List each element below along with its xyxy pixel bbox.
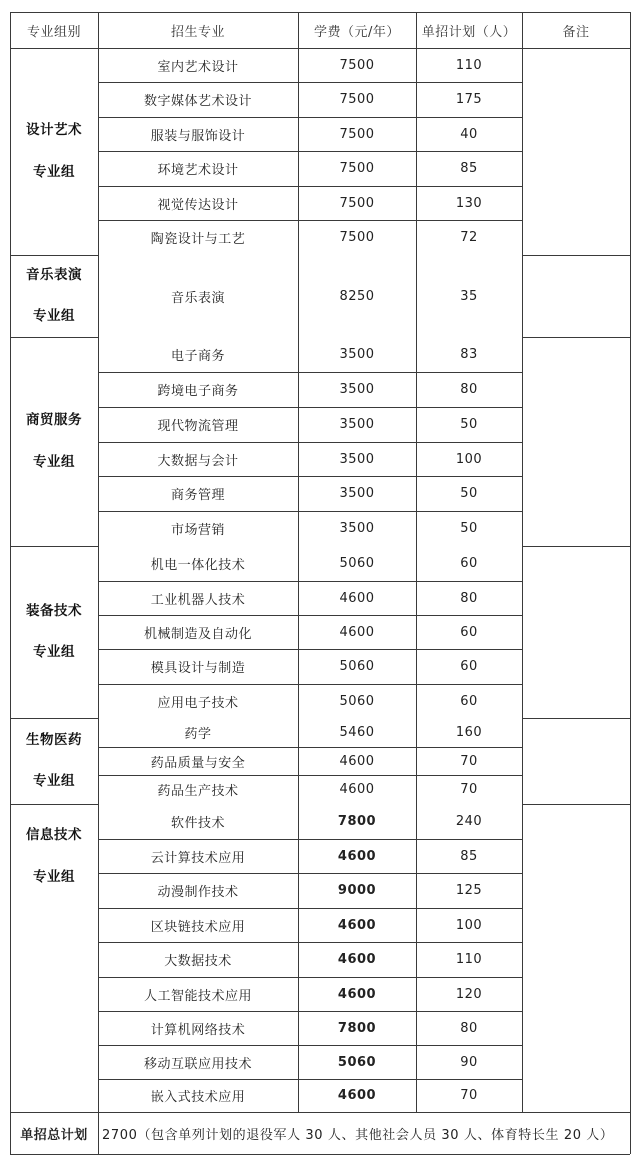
table-border-bottom	[10, 1154, 630, 1155]
plan-cell: 60	[460, 556, 478, 571]
col-divider-plan	[522, 12, 523, 1112]
group-label-line2: 专业组	[33, 453, 75, 470]
plan-cell: 175	[455, 92, 483, 107]
table-border-right	[630, 12, 631, 1112]
major-cell: 机械制造及自动化	[143, 626, 252, 642]
major-cell: 云计算技术应用	[150, 850, 246, 866]
major-cell: 药学	[184, 727, 212, 742]
plan-cell: 110	[455, 57, 483, 73]
major-cell: 现代物流管理	[157, 419, 239, 434]
fee-cell: 5060	[339, 659, 375, 674]
major-cell: 工业机器人技术	[150, 592, 246, 608]
plan-cell: 60	[460, 624, 478, 640]
fee-cell: 4600	[337, 986, 377, 1002]
plan-cell: 83	[460, 347, 478, 362]
major-cell: 模具设计与制造	[150, 661, 246, 676]
header-plan: 单招计划（人）	[421, 24, 517, 40]
group-label-line2: 专业组	[33, 644, 75, 660]
major-cell: 计算机网络技术	[150, 1022, 246, 1038]
group-label-line1: 音乐表演	[26, 266, 82, 283]
fee-cell: 5060	[339, 693, 375, 709]
plan-cell: 125	[455, 883, 483, 898]
plan-cell: 70	[460, 753, 478, 769]
major-cell: 动漫制作技术	[157, 885, 239, 900]
total-value: 2700（包含单列计划的退役军人 30 人、其他社会人员 30 人、体育特长生 20 人）	[102, 1127, 614, 1143]
group-label	[10, 337, 98, 546]
major-cell: 服装与服饰设计	[150, 128, 246, 144]
header-group: 专业组别	[26, 24, 81, 40]
plan-cell: 80	[460, 1020, 478, 1036]
group-label-line2: 专业组	[33, 868, 75, 885]
group-divider	[10, 1112, 98, 1113]
plan-cell: 60	[460, 659, 478, 674]
major-cell: 市场营销	[170, 523, 225, 538]
fee-cell: 7500	[339, 230, 375, 245]
plan-cell: 50	[460, 417, 478, 432]
fee-cell: 7500	[339, 195, 375, 211]
plan-cell: 70	[460, 1088, 478, 1103]
group-label	[10, 804, 98, 909]
group-label	[10, 48, 98, 255]
fee-cell: 5060	[337, 1054, 377, 1070]
plan-cell: 110	[455, 952, 483, 967]
major-cell: 视觉传达设计	[157, 197, 239, 213]
fee-cell: 4600	[337, 1088, 377, 1103]
group-label	[10, 546, 98, 718]
plan-cell: 240	[455, 814, 483, 829]
major-cell: 商务管理	[170, 488, 225, 503]
plan-cell: 50	[460, 486, 478, 501]
plan-cell: 100	[455, 917, 483, 933]
plan-cell: 85	[460, 161, 478, 176]
major-cell: 嵌入式技术应用	[150, 1090, 246, 1105]
note-divider	[522, 1112, 630, 1113]
major-cell: 陶瓷设计与工艺	[150, 232, 246, 247]
fee-cell: 7500	[339, 92, 375, 107]
plan-cell: 80	[460, 590, 478, 606]
fee-cell: 5460	[339, 725, 375, 740]
fee-cell: 3500	[339, 451, 375, 467]
major-cell: 机电一体化技术	[150, 558, 246, 573]
fee-cell: 3500	[339, 382, 375, 397]
fee-cell: 4600	[337, 848, 377, 864]
plan-cell: 50	[460, 521, 478, 536]
fee-cell: 4600	[339, 782, 375, 797]
plan-cell: 85	[460, 848, 478, 864]
total-border-right	[630, 1112, 631, 1154]
major-cell: 环境艺术设计	[157, 163, 239, 178]
note-divider	[522, 804, 630, 805]
group-label-line1: 信息技术	[26, 827, 82, 843]
fee-cell: 4600	[337, 952, 377, 967]
group-label	[10, 255, 98, 337]
fee-cell: 9000	[337, 883, 377, 898]
fee-cell: 4600	[339, 753, 375, 769]
plan-cell: 90	[460, 1054, 478, 1070]
plan-cell: 80	[460, 382, 478, 397]
fee-cell: 7800	[337, 814, 377, 829]
header-fee: 学费（元/年）	[314, 24, 400, 40]
major-cell: 电子商务	[170, 349, 225, 364]
plan-cell: 70	[460, 782, 478, 797]
header-major: 招生专业	[170, 24, 225, 40]
note-divider	[522, 546, 630, 547]
major-cell: 跨境电子商务	[157, 384, 239, 399]
fee-cell: 3500	[339, 417, 375, 432]
major-cell: 室内艺术设计	[157, 59, 239, 75]
fee-cell: 4600	[339, 624, 375, 640]
major-cell: 大数据技术	[164, 954, 232, 969]
header-note: 备注	[562, 24, 590, 40]
group-label	[10, 718, 98, 804]
major-cell: 人工智能技术应用	[143, 988, 252, 1004]
plan-cell: 40	[460, 126, 478, 142]
major-cell: 大数据与会计	[157, 453, 239, 469]
fee-cell: 3500	[339, 521, 375, 536]
group-label-line1: 装备技术	[26, 602, 82, 619]
major-cell: 药品生产技术	[157, 784, 239, 799]
group-label-line1: 设计艺术	[26, 122, 82, 138]
plan-cell: 130	[455, 195, 483, 211]
plan-cell: 35	[460, 288, 478, 304]
group-label-line2: 专业组	[33, 308, 75, 324]
major-cell: 移动互联应用技术	[143, 1056, 252, 1072]
major-cell: 软件技术	[170, 816, 225, 831]
fee-cell: 3500	[339, 347, 375, 362]
total-label: 单招总计划	[20, 1127, 88, 1143]
fee-cell: 8250	[339, 288, 375, 304]
major-cell: 数字媒体艺术设计	[143, 94, 252, 109]
fee-cell: 3500	[339, 486, 375, 501]
note-divider	[522, 255, 630, 256]
note-divider	[522, 337, 630, 338]
group-label-line1: 生物医药	[26, 731, 82, 748]
fee-cell: 7500	[339, 161, 375, 176]
group-label-line2: 专业组	[33, 163, 75, 180]
major-cell: 音乐表演	[170, 290, 225, 306]
fee-cell: 4600	[337, 917, 377, 933]
fee-cell: 4600	[339, 590, 375, 606]
plan-cell: 160	[455, 725, 483, 740]
fee-cell: 7800	[337, 1020, 377, 1036]
group-label-line2: 专业组	[33, 773, 75, 789]
group-label-line1: 商贸服务	[26, 412, 82, 428]
plan-cell: 100	[455, 451, 483, 467]
plan-cell: 60	[460, 693, 478, 709]
plan-cell: 120	[455, 986, 483, 1002]
plan-cell: 72	[460, 230, 478, 245]
fee-cell: 7500	[339, 57, 375, 73]
major-cell: 药品质量与安全	[150, 755, 246, 771]
fee-cell: 5060	[339, 556, 375, 571]
major-cell: 区块链技术应用	[150, 919, 246, 935]
major-cell: 应用电子技术	[157, 695, 239, 711]
note-divider	[522, 718, 630, 719]
fee-cell: 7500	[339, 126, 375, 142]
table-border-top	[10, 12, 630, 13]
